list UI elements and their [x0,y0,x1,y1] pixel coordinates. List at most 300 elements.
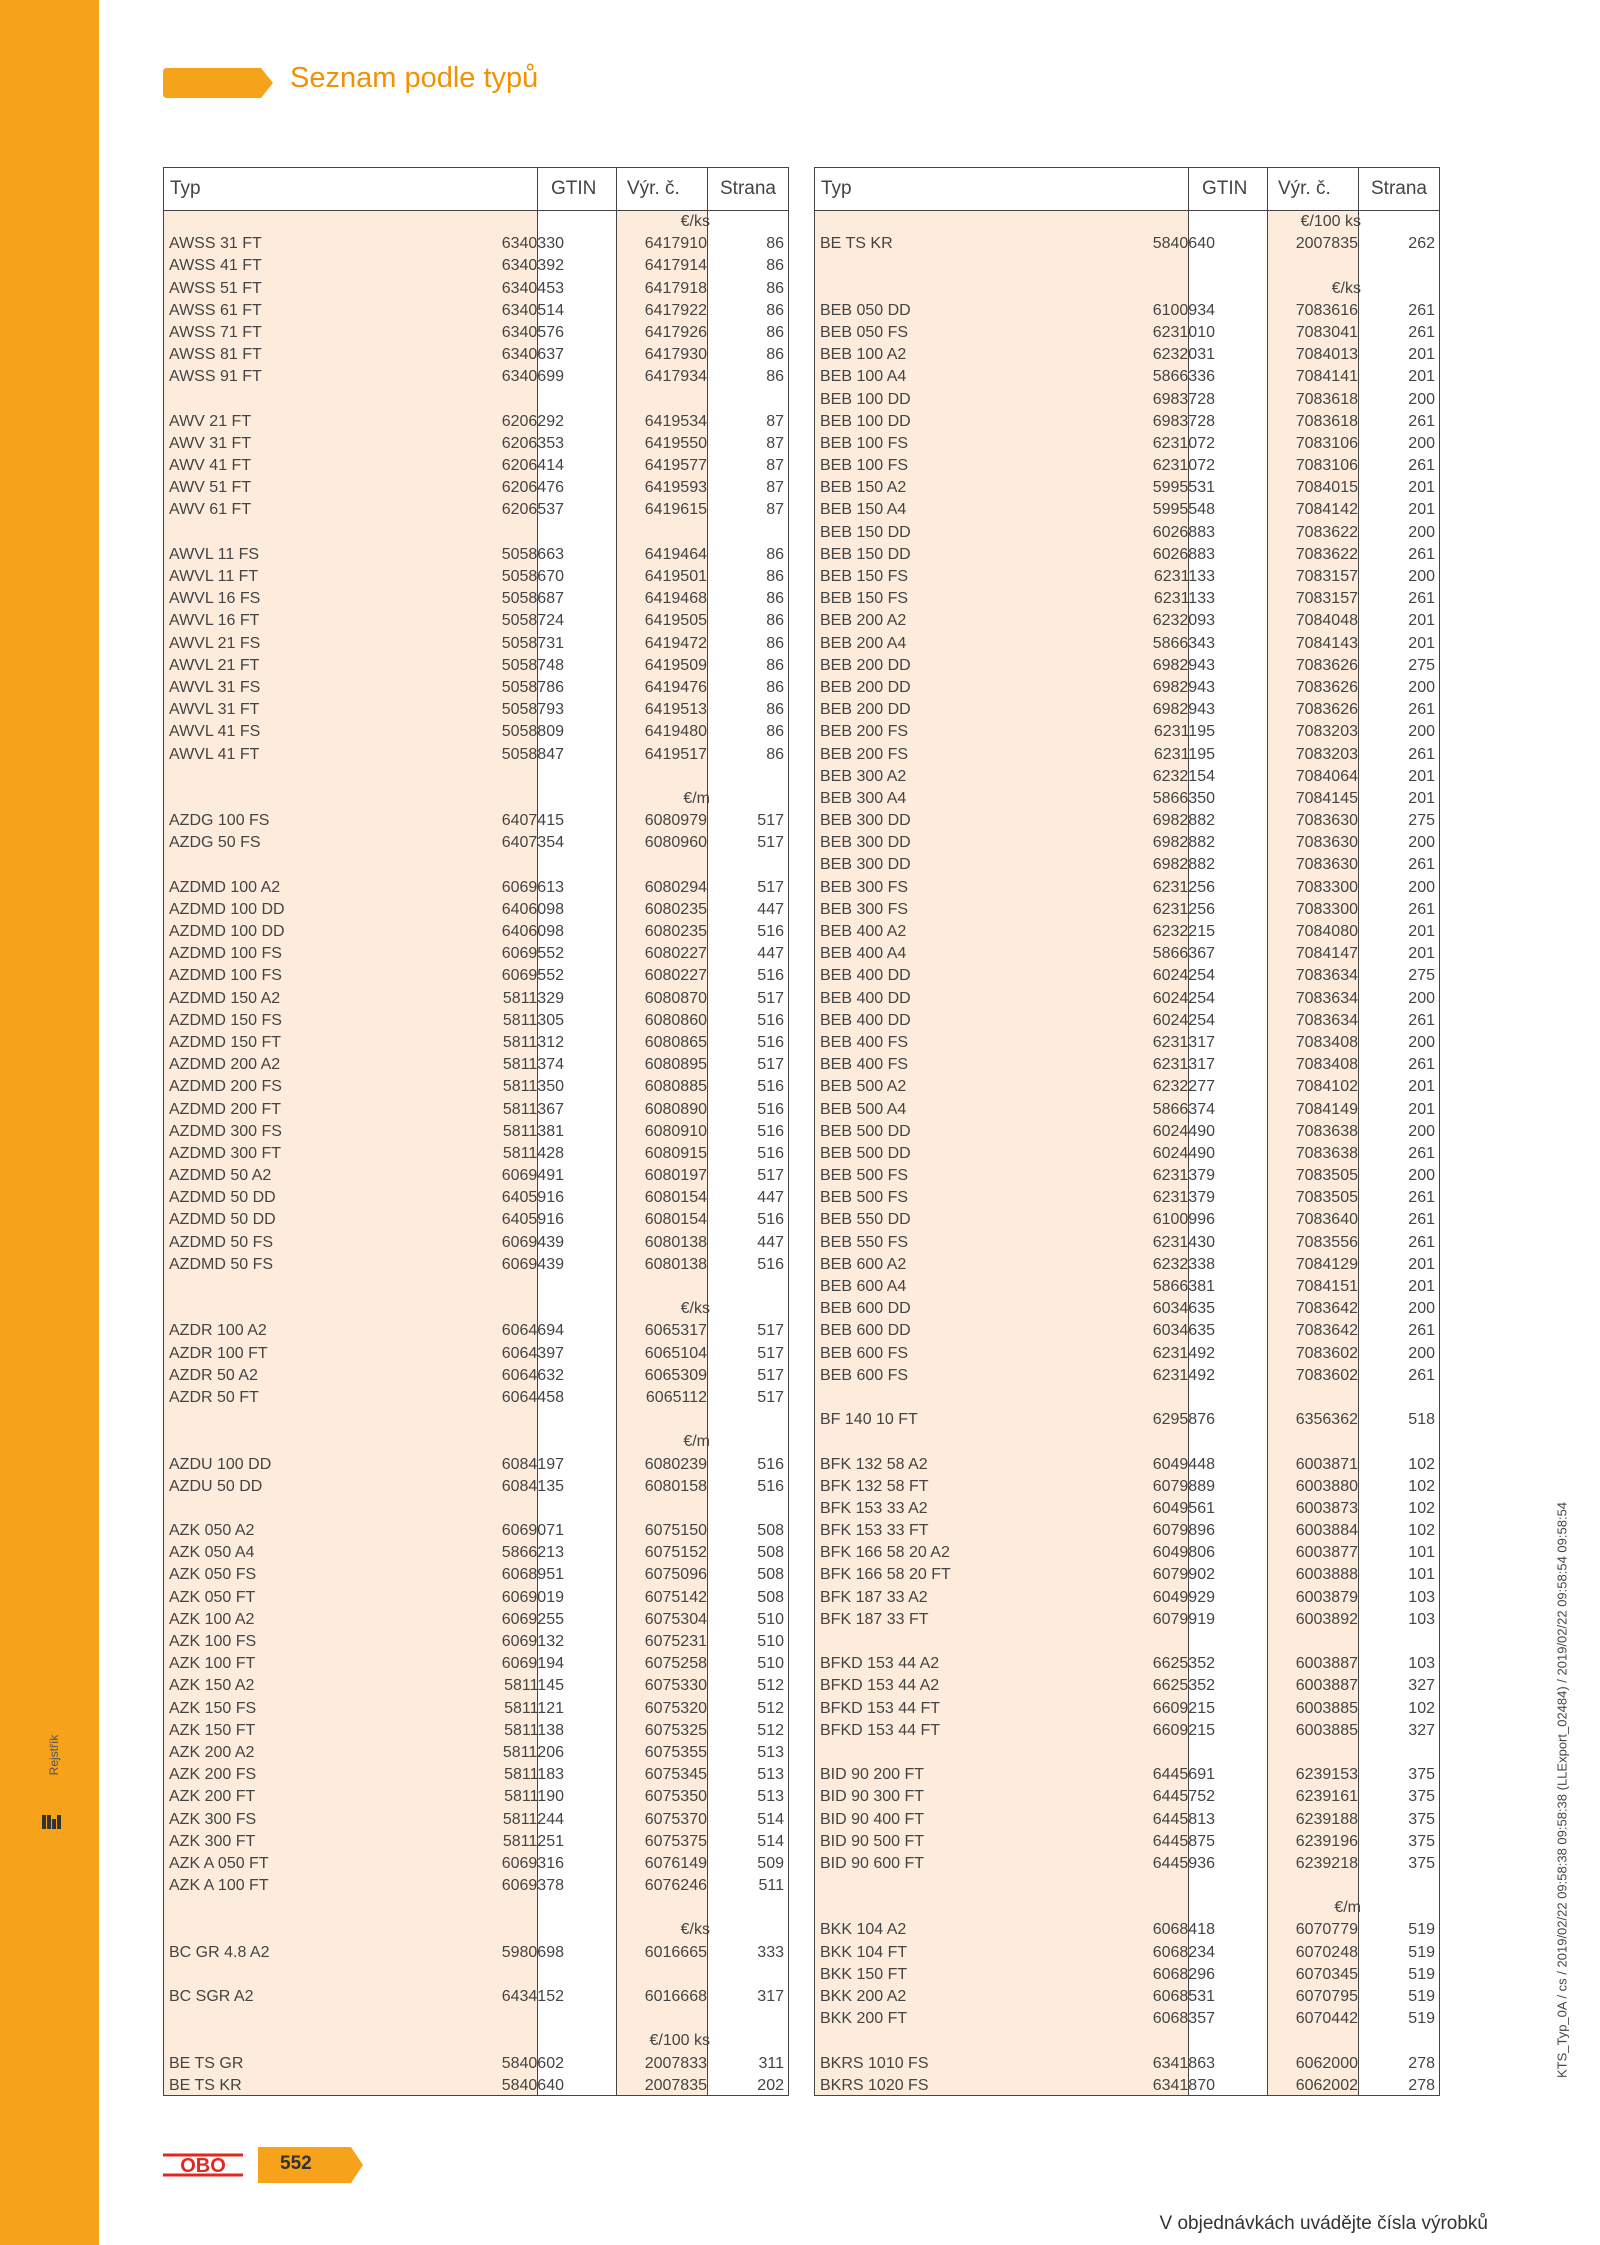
gtin-cell: 6982882 [1152,812,1215,830]
vyr-cell: 6419593 [644,479,707,497]
vyr-cell: 6080235 [644,900,707,918]
strana-cell: 101 [1408,1566,1435,1584]
table-row [164,1520,788,1542]
strana-cell: 200 [1408,1344,1435,1362]
gtin-cell: 6231256 [1152,900,1215,918]
strana-cell: 86 [766,235,784,253]
spacer-row [164,854,788,876]
gtin-cell: 6064694 [501,1322,564,1340]
gtin-cell: 6049806 [1152,1544,1215,1562]
typ-cell: AZDMD 300 FS [169,1122,282,1140]
vyr-cell: 7084129 [1295,1255,1358,1273]
typ-cell: BC SGR A2 [169,1988,254,2005]
gtin-cell: 6069316 [501,1854,564,1872]
gtin-cell: 6983728 [1152,412,1215,430]
gtin-cell: 6231195 [1153,723,1215,741]
gtin-cell: 5058724 [501,612,564,630]
table-row [164,1809,788,1831]
table-row [164,1365,788,1387]
typ-cell: AZDMD 150 A2 [169,989,281,1007]
vyr-cell: 6075096 [644,1566,707,1584]
strana-cell: 447 [757,1189,784,1207]
strana-cell: 200 [1408,989,1435,1007]
strana-cell: 516 [757,1255,784,1273]
gtin-cell: 6982882 [1152,856,1215,874]
typ-cell: AZK 150 FT [169,1721,256,1739]
typ-cell: BFKD 153 44 FT [820,1699,941,1717]
strana-cell: 517 [757,1167,784,1185]
typ-cell: BFK 132 58 FT [820,1477,929,1495]
vyr-cell: 6075370 [644,1810,707,1828]
unit-row [164,211,788,233]
vyr-cell: 6419517 [644,745,707,763]
typ-cell: BEB 600 FS [820,1366,909,1384]
strana-cell: 510 [757,1633,784,1650]
strana-cell: 508 [757,1588,784,1606]
vyr-cell: 6080885 [644,1078,707,1096]
unit-row [815,1897,1439,1919]
vyr-cell: 7083642 [1295,1322,1358,1340]
vyr-cell: 6417922 [644,301,707,319]
vyr-cell: 6239218 [1295,1854,1358,1872]
unit-row [164,1298,788,1320]
vyr-cell: 7084145 [1295,789,1358,807]
vyr-cell: 6417910 [644,235,707,253]
typ-cell: AZK 100 A2 [169,1610,255,1628]
strana-cell: 511 [758,1877,784,1895]
table-row [164,677,788,699]
unit-label: €/ks [1331,279,1361,297]
typ-cell: BEB 400 FS [820,1033,909,1051]
gtin-cell: 5866367 [1152,945,1215,963]
table-row [164,1742,788,1764]
unit-row [815,278,1439,300]
table-row [164,1653,788,1675]
gtin-cell: 6068296 [1152,1965,1215,1983]
typ-cell: AWV 61 FT [169,501,252,519]
typ-cell: AZK 050 FT [169,1588,256,1606]
table-row [164,1564,788,1586]
vyr-cell: 6070795 [1295,1988,1358,2005]
strana-cell: 513 [757,1743,784,1761]
gtin-cell: 6206476 [501,479,564,497]
right-table-rows [815,211,1439,2097]
page-title: Seznam podle typů [290,62,539,94]
gtin-cell: 6069491 [501,1167,564,1185]
vyr-cell: 6419513 [644,701,707,719]
vyr-cell: 7083634 [1295,967,1358,985]
gtin-cell: 5811244 [502,1810,564,1828]
vyr-cell: 6239161 [1295,1788,1358,1806]
vyr-cell: 6080227 [644,967,707,985]
vyr-cell: 6419550 [644,434,707,452]
gtin-cell: 5840602 [501,2054,564,2072]
strana-cell: 261 [1408,1322,1435,1340]
table-row [164,233,788,255]
typ-cell: BEB 200 A2 [820,612,907,630]
vyr-cell: 6417930 [644,346,707,364]
gtin-cell: 5811121 [504,1699,564,1717]
vyr-cell: 7084013 [1295,346,1358,364]
table-row [815,389,1439,411]
table-row [164,1187,788,1209]
gtin-cell: 6049561 [1152,1499,1215,1517]
header-gtin: GTIN [1202,178,1248,199]
gtin-cell: 6609215 [1152,1699,1215,1717]
table-row [164,1609,788,1631]
typ-cell: BEB 400 A4 [820,945,907,963]
typ-cell: AZDMD 50 DD [169,1211,276,1229]
typ-cell: AZDG 50 FS [169,834,261,852]
typ-cell: BEB 200 A4 [820,634,907,652]
vyr-cell: 7083602 [1295,1344,1358,1362]
vyr-cell: 7083630 [1295,812,1358,830]
vyr-cell: 7083602 [1295,1366,1358,1384]
vyr-cell: 6075258 [644,1655,707,1673]
page-number: 552 [280,2153,312,2174]
strana-cell: 261 [1408,1233,1435,1251]
table-row [164,1831,788,1853]
vyr-cell: 6016668 [644,1988,707,2005]
unit-row [815,211,1439,233]
strana-cell: 516 [757,1477,784,1495]
typ-cell: BFKD 153 44 A2 [820,1655,940,1673]
typ-cell: BEB 600 A4 [820,1278,907,1295]
vyr-cell: 6419468 [644,590,707,608]
typ-cell: BEB 300 DD [820,812,911,830]
strana-cell: 102 [1408,1499,1435,1517]
gtin-cell: 6024254 [1152,967,1215,985]
table-row [815,1054,1439,1076]
typ-cell: AZDR 100 A2 [169,1322,267,1340]
strana-cell: 516 [757,1100,784,1118]
strana-cell: 201 [1408,923,1435,940]
typ-cell: AZK A 100 FT [169,1877,269,1895]
gtin-cell: 6340514 [501,301,564,319]
vyr-cell: 6080138 [644,1233,707,1251]
typ-cell: BFK 132 58 A2 [820,1455,928,1473]
table-row [164,1764,788,1786]
vyr-cell: 6419505 [644,612,707,630]
gtin-cell: 5811138 [504,1721,564,1739]
gtin-cell: 5058847 [501,745,564,763]
strana-cell: 261 [1408,745,1435,763]
vyr-cell: 6062000 [1295,2054,1358,2072]
table-row [164,1254,788,1276]
table-row [164,1631,788,1653]
typ-cell: BEB 200 DD [820,678,911,696]
typ-cell: BEB 200 FS [820,745,909,763]
typ-cell: BEB 050 FS [820,323,909,341]
table-row [815,499,1439,521]
gtin-cell: 6034635 [1152,1322,1215,1340]
gtin-cell: 6340699 [501,368,564,386]
vyr-cell: 6076246 [644,1877,707,1895]
vyr-cell: 6075350 [644,1788,707,1806]
vyr-cell: 6419501 [644,568,707,585]
strana-cell: 86 [766,301,784,319]
strana-cell: 519 [1408,1965,1435,1983]
gtin-cell: 5980698 [501,1943,564,1961]
table-row [164,633,788,655]
unit-label: €/m [1334,1899,1361,1917]
table-row [164,1032,788,1054]
typ-cell: BEB 550 FS [820,1233,909,1251]
side-metadata-text: KTS_Typ_0A / cs / 2019/02/22 09:58:38 09:58:38 (LLExport_02484) / 2019/02/22 09:58:54 09:58:54 [1554,1501,1570,2079]
table-row [815,1919,1439,1941]
table-row [815,566,1439,588]
typ-cell: BFK 166 58 20 A2 [820,1544,950,1562]
table-row [815,1365,1439,1387]
typ-cell: BEB 200 FS [820,723,909,741]
gtin-cell: 6434152 [501,1988,564,2005]
strana-cell: 201 [1408,767,1435,785]
typ-cell: BEB 300 DD [820,834,911,852]
strana-cell: 102 [1408,1699,1435,1717]
gtin-cell: 5811374 [502,1056,564,1074]
table-row [164,921,788,943]
vyr-cell: 6070248 [1295,1943,1358,1961]
strana-cell: 519 [1408,1921,1435,1939]
header-gtin: GTIN [551,178,597,199]
typ-cell: BFK 166 58 20 FT [820,1566,951,1584]
table-row [815,1476,1439,1498]
typ-cell: AWVL 31 FT [169,701,260,719]
typ-cell: BEB 500 A4 [820,1100,907,1118]
vyr-cell: 7083505 [1295,1189,1358,1207]
gtin-cell: 6231379 [1152,1189,1215,1207]
typ-cell: AZK 150 FS [169,1699,257,1717]
vyr-cell: 6062002 [1295,2076,1358,2094]
vyr-cell: 7083642 [1295,1300,1358,1318]
strana-cell: 103 [1408,1588,1435,1606]
vyr-cell: 7084080 [1295,923,1358,940]
vyr-cell: 6080154 [644,1211,707,1229]
table-row [164,610,788,632]
vyr-cell: 6003880 [1295,1477,1358,1495]
typ-cell: AWVL 16 FT [169,612,260,630]
gtin-cell: 5840640 [1152,235,1215,253]
strana-cell: 517 [757,1366,784,1384]
typ-cell: AZDMD 200 FS [169,1078,282,1096]
vyr-cell: 6075304 [644,1610,707,1628]
spacer-row [164,766,788,788]
vyr-cell: 6075142 [644,1588,707,1606]
unit-label: €/100 ks [1300,213,1361,230]
strana-cell: 514 [757,1832,784,1850]
strana-cell: 101 [1408,1544,1435,1562]
vyr-cell: 6065112 [645,1388,707,1406]
gtin-cell: 5866374 [1152,1100,1215,1118]
typ-cell: BEB 400 DD [820,967,911,985]
table-row [815,233,1439,255]
table-row [164,943,788,965]
gtin-cell: 6445875 [1152,1832,1215,1850]
table-row [164,1099,788,1121]
gtin-cell: 5058748 [501,656,564,674]
table-row [164,1942,788,1964]
table-row [164,1986,788,2008]
typ-cell: BEB 500 FS [820,1189,909,1207]
strana-cell: 311 [758,2054,784,2072]
gtin-cell: 6232215 [1152,923,1215,940]
typ-cell: AWSS 51 FT [169,279,262,297]
table-row [815,1209,1439,1231]
strana-cell: 261 [1408,301,1435,319]
vyr-cell: 6003877 [1295,1544,1358,1562]
gtin-cell: 6340453 [501,279,564,297]
vyr-cell: 7083106 [1295,434,1358,452]
table-row [815,300,1439,322]
strana-cell: 262 [1408,235,1435,253]
vyr-cell: 6065317 [644,1322,707,1340]
typ-cell: AWSS 91 FT [169,368,262,386]
typ-cell: AZDMD 150 FT [169,1033,282,1051]
typ-cell: AZDMD 200 FT [169,1100,282,1118]
typ-cell: AZDR 50 FT [169,1388,259,1406]
table-row [164,988,788,1010]
typ-cell: AZDMD 150 FS [169,1011,282,1029]
vyr-cell: 6239196 [1295,1832,1358,1850]
table-row [164,832,788,854]
vyr-cell: 7083640 [1295,1211,1358,1229]
typ-cell: AZK 300 FT [169,1832,256,1850]
gtin-cell: 6069071 [501,1522,564,1540]
strana-cell: 508 [757,1566,784,1584]
strana-cell: 86 [766,346,784,364]
vyr-cell: 6080197 [644,1167,707,1185]
spacer-row [164,1276,788,1298]
vyr-cell: 7083505 [1295,1167,1358,1185]
strana-cell: 375 [1408,1854,1435,1872]
vyr-cell: 6075325 [644,1721,707,1739]
gtin-cell: 6024490 [1152,1122,1215,1140]
strana-cell: 261 [1408,1144,1435,1162]
strana-cell: 87 [766,501,784,519]
strana-cell: 200 [1408,1122,1435,1140]
typ-cell: BID 90 600 FT [820,1854,925,1872]
strana-cell: 516 [757,1011,784,1029]
strana-cell: 86 [766,678,784,696]
typ-cell: BEB 300 A4 [820,789,907,807]
gtin-cell: 5811350 [502,1078,564,1096]
strana-cell: 508 [757,1544,784,1562]
typ-cell: AZDMD 100 FS [169,945,282,963]
strana-cell: 261 [1408,1056,1435,1074]
gtin-cell: 6079896 [1152,1522,1215,1540]
strana-cell: 278 [1408,2076,1435,2094]
typ-cell: AWVL 11 FT [169,568,259,585]
gtin-cell: 5866336 [1152,368,1215,386]
gtin-cell: 5811251 [502,1832,564,1850]
strana-cell: 518 [1408,1411,1435,1429]
strana-cell: 201 [1408,612,1435,630]
gtin-cell: 6445936 [1152,1854,1215,1872]
gtin-cell: 6064458 [501,1388,564,1406]
unit-row [164,788,788,810]
typ-cell: BEB 150 FS [820,568,909,585]
vyr-cell: 6419509 [644,656,707,674]
typ-cell: BC GR 4.8 A2 [169,1943,270,1961]
table-row [815,788,1439,810]
vyr-cell: 6417914 [644,257,707,275]
strana-cell: 86 [766,634,784,652]
typ-cell: BID 90 200 FT [820,1766,925,1784]
typ-cell: BFK 187 33 A2 [820,1588,928,1606]
vyr-cell: 6003888 [1295,1566,1358,1584]
vyr-cell: 6080138 [644,1255,707,1273]
gtin-cell: 6068357 [1152,2010,1215,2028]
strana-cell: 261 [1408,900,1435,918]
typ-cell: BEB 300 FS [820,900,909,918]
strana-cell: 517 [757,1344,784,1362]
table-row [815,1165,1439,1187]
strana-cell: 102 [1408,1522,1435,1540]
table-row [164,366,788,388]
strana-cell: 201 [1408,1100,1435,1118]
vyr-cell: 7083626 [1295,656,1358,674]
typ-cell: AZK A 050 FT [169,1854,269,1872]
typ-cell: AZDMD 50 A2 [169,1167,272,1185]
unit-label: €/m [683,1433,710,1451]
unit-label: €/ks [680,1300,710,1318]
table-row [164,1010,788,1032]
table-row [164,1476,788,1498]
strana-cell: 202 [757,2076,784,2094]
unit-row [164,2030,788,2052]
vyr-cell: 7083157 [1295,590,1358,608]
strana-cell: 87 [766,434,784,452]
vyr-cell: 7083300 [1295,900,1358,918]
vyr-cell: 6419615 [644,501,707,519]
vyr-cell: 7083300 [1295,878,1358,896]
typ-cell: AZDMD 50 FS [169,1233,274,1251]
table-row [815,1986,1439,2008]
strana-cell: 261 [1408,545,1435,563]
vyr-cell: 6080979 [644,812,707,830]
table-row [815,1942,1439,1964]
table-row [164,1232,788,1254]
strana-cell: 517 [757,989,784,1007]
table-row [815,544,1439,566]
gtin-cell: 6340576 [501,323,564,341]
vyr-cell: 7083622 [1295,523,1358,541]
spacer-row [164,1964,788,1986]
spacer-row [815,2030,1439,2052]
table-row [164,1209,788,1231]
vyr-cell: 6075345 [644,1766,707,1784]
strana-cell: 261 [1408,1011,1435,1029]
gtin-cell: 5866350 [1152,789,1215,807]
strana-cell: 200 [1408,1167,1435,1185]
vyr-cell: 6075375 [644,1832,707,1850]
typ-cell: BEB 600 A2 [820,1255,907,1273]
gtin-cell: 6340330 [501,235,564,253]
typ-cell: AWSS 41 FT [169,257,262,275]
header-strana: Strana [1371,178,1427,199]
strana-cell: 261 [1408,701,1435,719]
typ-cell: AWSS 31 FT [169,235,262,253]
typ-cell: AZK 050 A4 [169,1544,255,1562]
gtin-cell: 5058670 [501,568,564,585]
typ-cell: BEB 050 DD [820,301,911,319]
vyr-cell: 6070779 [1295,1921,1358,1939]
vyr-cell: 6080870 [644,989,707,1007]
vyr-cell: 7083408 [1295,1056,1358,1074]
table-row [815,877,1439,899]
vyr-cell: 6419480 [644,723,707,741]
table-row [815,344,1439,366]
